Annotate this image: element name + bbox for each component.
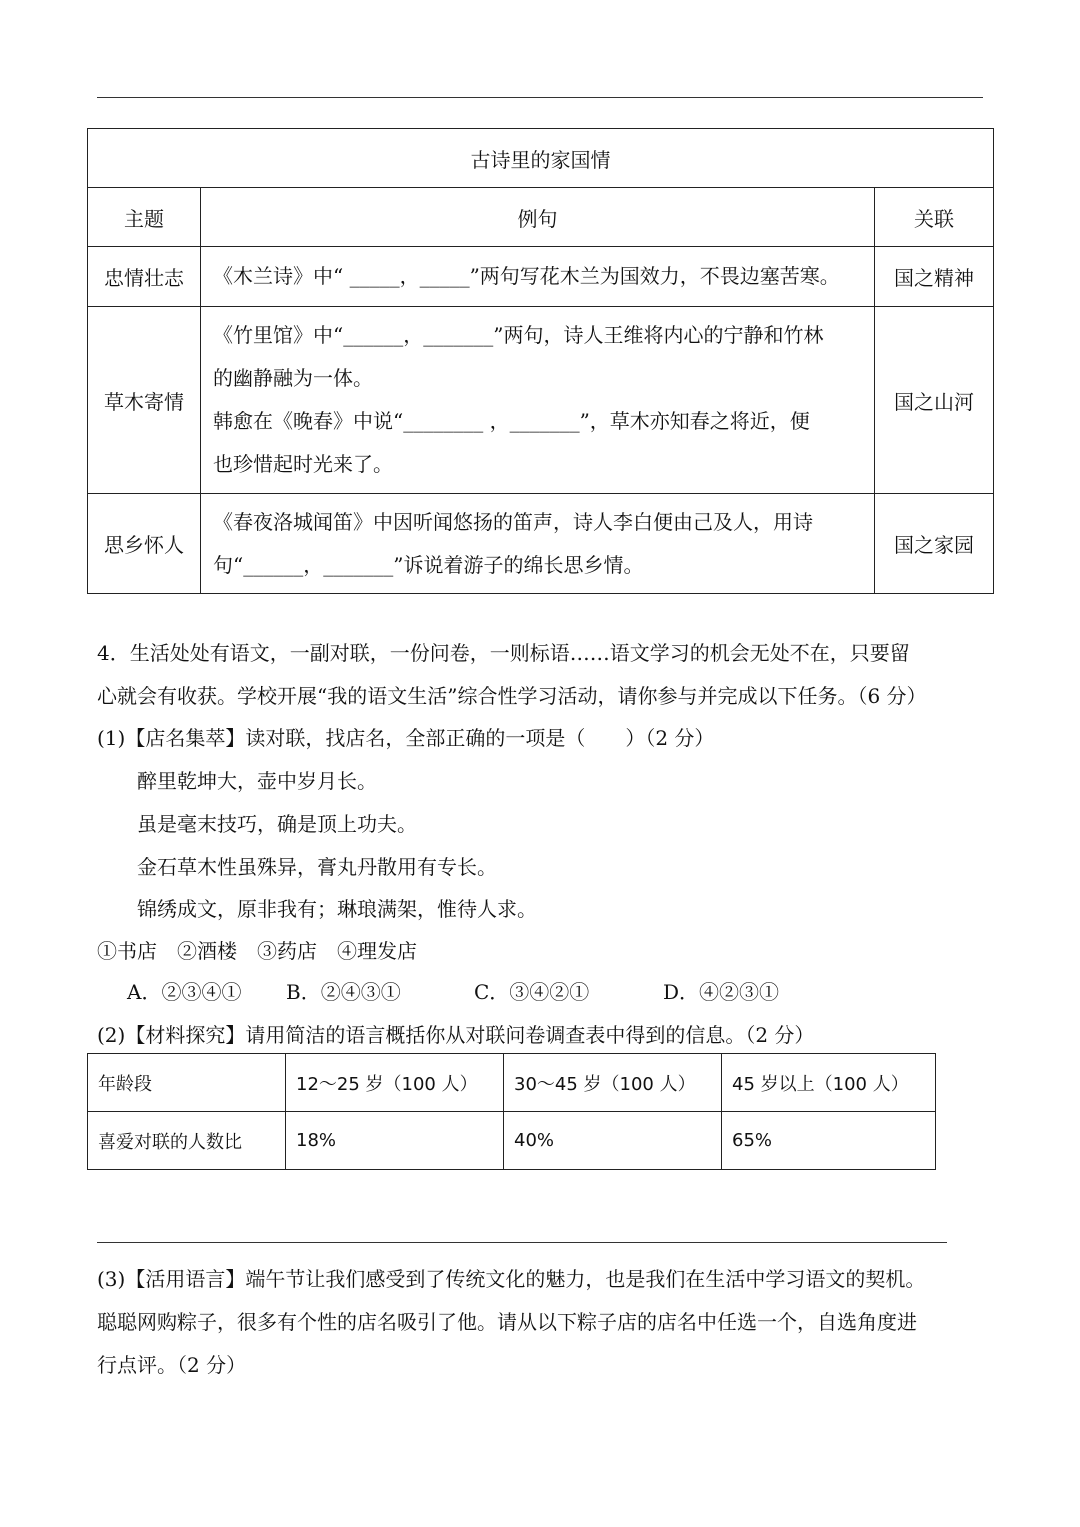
theme-cell: 思乡怀人 — [88, 494, 201, 594]
q4-sub1: (1)【店名集萃】读对联，找店名，全部正确的一项是（ ）（2 分） — [97, 726, 715, 750]
survey-header-cell: 年龄段 — [88, 1054, 286, 1112]
option-b: B．②④③① — [286, 980, 401, 1004]
table-row — [88, 307, 994, 494]
survey-header-cell: 30～45 岁（100 人） — [504, 1054, 722, 1112]
survey-header-cell: 45 岁以上（100 人） — [722, 1054, 936, 1112]
q4-sub2: (2)【材料探究】请用简洁的语言概括你从对联问卷调查表中得到的信息。（2 分） — [97, 1023, 815, 1047]
example-line: 《春夜洛城闻笛》中因听闻悠扬的笛声，诗人李白便由己及人，用诗 — [213, 509, 813, 534]
couplet-1: 醉里乾坤大，壶中岁月长。 — [137, 769, 377, 793]
header-theme: 主题 — [88, 188, 201, 247]
example-line: 也珍惜起时光来了。 — [213, 452, 393, 476]
answer-line[interactable] — [97, 1242, 947, 1243]
poetry-table — [87, 128, 994, 594]
survey-cell: 喜爱对联的人数比 — [88, 1112, 286, 1170]
example-line: 《竹里馆》中“______，_______”两句，诗人王维将内心的宁静和竹林 — [213, 323, 824, 347]
table-row — [88, 1054, 936, 1112]
example-cell — [201, 307, 875, 494]
q4-sub3-line-1: (3)【活用语言】端午节让我们感受到了传统文化的魅力，也是我们在生活中学习语文的契机。 — [97, 1267, 926, 1291]
header-example: 例句 — [201, 188, 875, 247]
q4-sub3-line-2: 聪聪网购粽子，很多有个性的店名吸引了他。请从以下粽子店的店名中任选一个，自选角度进 — [97, 1310, 917, 1334]
table-row — [88, 247, 994, 307]
survey-cell: 18% — [286, 1112, 504, 1170]
option-a: A．②③④① — [127, 980, 242, 1004]
couplet-4: 锦绣成文，原非我有；琳琅满架，惟待人求。 — [137, 897, 537, 921]
example-line: 的幽静融为一体。 — [213, 366, 373, 390]
header-rule — [97, 97, 983, 98]
example-cell — [201, 494, 875, 594]
shop-list: ①书店 ②酒楼 ③药店 ④理发店 — [97, 939, 417, 963]
example-cell — [201, 247, 875, 307]
survey-table — [87, 1053, 936, 1170]
q4-sub3-line-3: 行点评。（2 分） — [97, 1353, 247, 1377]
example-line: 韩愈在《晚春》中说“________ ，_______”，草木亦知春之将近，便 — [213, 409, 810, 433]
couplet-2: 虽是毫末技巧，确是顶上功夫。 — [137, 812, 417, 836]
header-link: 关联 — [875, 188, 994, 247]
example-line: 句“______，_______”诉说着游子的绵长思乡情。 — [213, 552, 644, 577]
theme-cell: 草木寄情 — [88, 307, 201, 494]
link-cell: 国之家园 — [875, 494, 994, 594]
table-row — [88, 1112, 936, 1170]
example-line: 《木兰诗》中“ _____，_____”两句写花木兰为国效力，不畏边塞苦寒。 — [213, 264, 840, 288]
link-cell: 国之精神 — [875, 247, 994, 307]
poetry-table-title: 古诗里的家国情 — [88, 129, 994, 188]
table-row — [88, 494, 994, 594]
theme-cell: 忠情壮志 — [88, 247, 201, 307]
survey-cell: 40% — [504, 1112, 722, 1170]
q4-intro-line-2: 心就会有收获。学校开展“我的语文生活”综合性学习活动，请你参与并完成以下任务。（6 分） — [97, 684, 927, 708]
survey-cell: 65% — [722, 1112, 936, 1170]
couplet-3: 金石草木性虽殊异，膏丸丹散用有专长。 — [137, 855, 497, 879]
option-d: D．④②③① — [663, 980, 780, 1004]
q4-intro-line-1: 4．生活处处有语文，一副对联，一份问卷，一则标语……语文学习的机会无处不在，只要留 — [97, 641, 910, 665]
survey-header-cell: 12～25 岁（100 人） — [286, 1054, 504, 1112]
link-cell: 国之山河 — [875, 307, 994, 494]
option-c: C．③④②① — [474, 980, 590, 1004]
